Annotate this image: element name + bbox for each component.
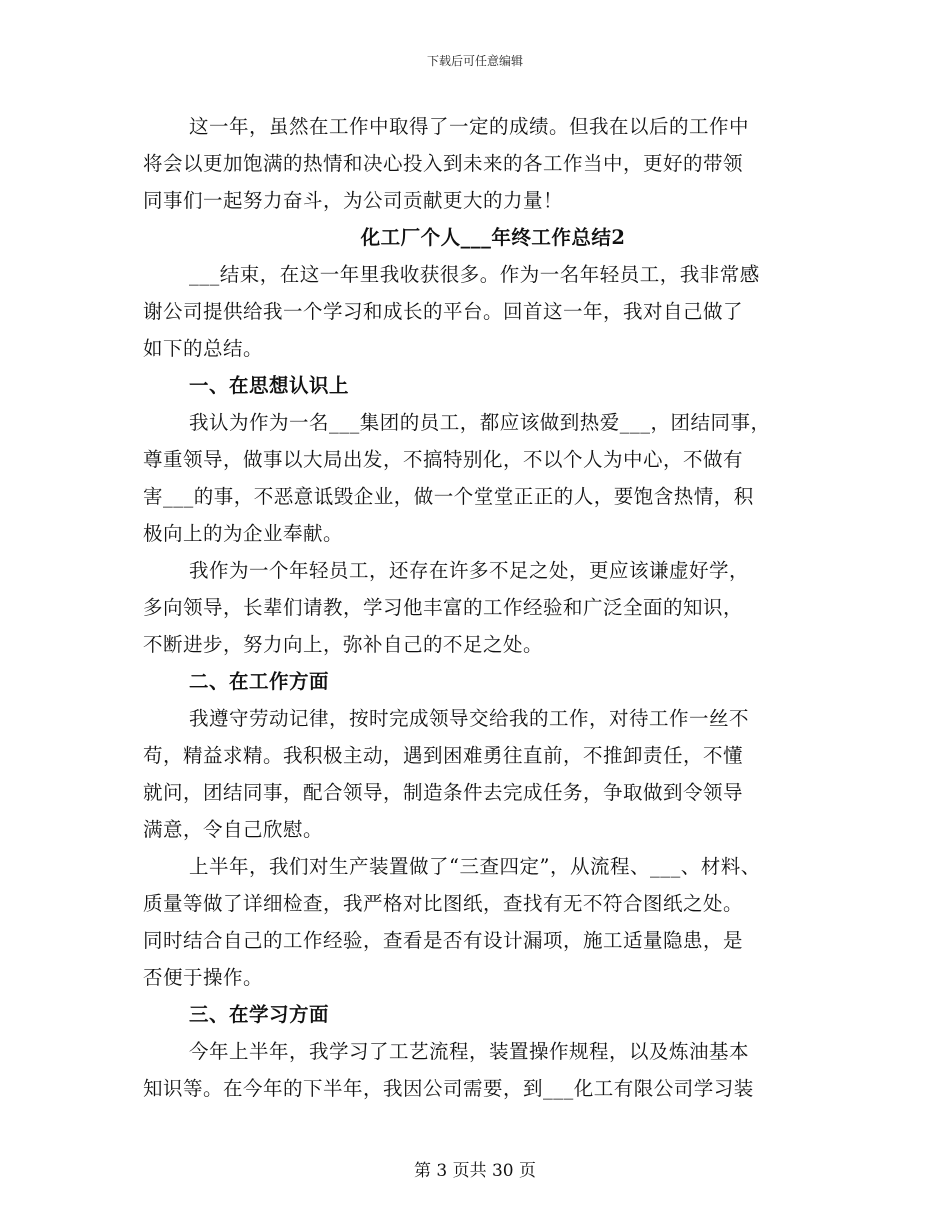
- section-heading: 二、在工作方面: [189, 670, 330, 693]
- text-line: 苟，精益求精。我积极主动，遇到困难勇往直前，不推卸责任，不懂: [143, 744, 744, 767]
- document-title: 化工厂个人___年终工作总结2: [360, 226, 626, 249]
- text-line: 同时结合自己的工作经验，查看是否有设计漏项，施工适量隐患，是: [143, 929, 744, 952]
- text-line: 我作为一个年轻员工，还存在许多不足之处，更应该谦虚好学，: [189, 559, 750, 582]
- text-line: 知识等。在今年的下半年，我因公司需要，到___化工有限公司学习装: [143, 1077, 754, 1100]
- text-line: 极向上的为企业奉献。: [143, 522, 344, 545]
- text-line: 我认为作为一名___集团的员工，都应该做到热爱___，团结同事，: [189, 411, 771, 434]
- document-body: [143, 108, 823, 1107]
- section-heading: 一、在思想认识上: [189, 374, 350, 397]
- text-line: 这一年，虽然在工作中取得了一定的成绩。但我在以后的工作中: [189, 115, 750, 138]
- text-line: 害___的事，不恶意诋毁企业，做一个堂堂正正的人，要饱含热情，积: [143, 485, 754, 508]
- text-line: 将会以更加饱满的热情和决心投入到未来的各工作当中，更好的带领: [143, 152, 744, 175]
- text-line: 否便于操作。: [143, 966, 264, 989]
- text-line: 谢公司提供给我一个学习和成长的平台。回首这一年，我对自己做了: [143, 300, 744, 323]
- page-number: 第 3 页共 30 页: [413, 1161, 537, 1181]
- header-note: 下载后可任意编辑: [426, 54, 523, 68]
- text-line: 同事们一起努力奋斗，为公司贡献更大的力量！: [143, 189, 564, 212]
- text-line: ___结束，在这一年里我收获很多。作为一名年轻员工，我非常感: [189, 263, 760, 286]
- text-line: 多向领导，长辈们请教，学习他丰富的工作经验和广泛全面的知识，: [143, 596, 744, 619]
- text-line: 质量等做了详细检查，我严格对比图纸，查找有无不符合图纸之处。: [143, 892, 744, 915]
- text-line: 上半年，我们对生产装置做了“三查四定”，从流程、___、材料、: [189, 855, 761, 878]
- text-line: 尊重领导，做事以大局出发，不搞特别化，不以个人为中心，不做有: [143, 448, 744, 471]
- text-line: 满意，令自己欣慰。: [143, 818, 324, 841]
- text-line: 如下的总结。: [143, 337, 264, 360]
- text-line: 就问，团结同事，配合领导，制造条件去完成任务，争取做到令领导: [143, 781, 744, 804]
- text-line: 今年上半年，我学习了工艺流程，装置操作规程，以及炼油基本: [189, 1040, 750, 1063]
- section-heading: 三、在学习方面: [189, 1003, 330, 1026]
- text-line: 我遵守劳动记律，按时完成领导交给我的工作，对待工作一丝不: [189, 707, 750, 730]
- text-line: 不断进步，努力向上，弥补自己的不足之处。: [143, 633, 544, 656]
